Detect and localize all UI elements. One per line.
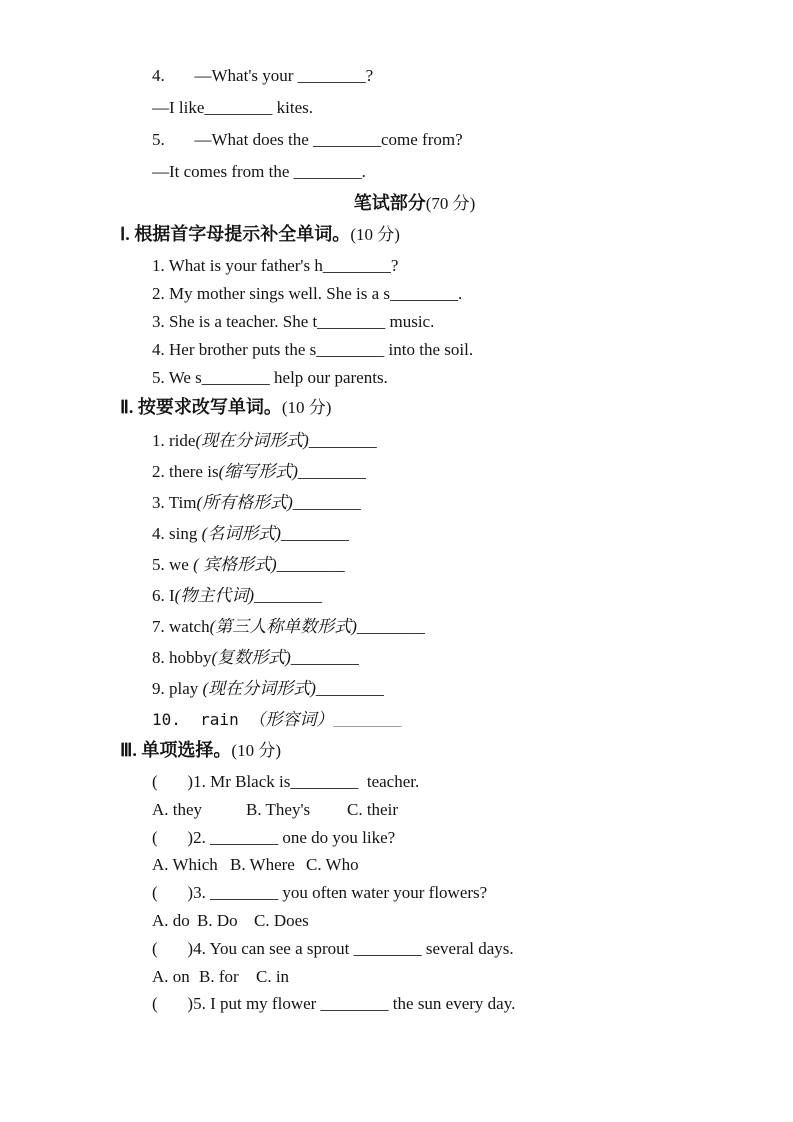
answer-blank: ________ (297, 462, 366, 481)
word-transform-item-2 (0, 456, 793, 487)
dialogue-line-q4: 4. —What's your ________? (152, 66, 374, 85)
choice-options-1 (0, 796, 793, 824)
answer-blank: ________ (308, 431, 377, 450)
section-3-title: 单项选择。 (141, 740, 232, 760)
word-transform-item-3 (0, 487, 793, 518)
item-instruction-cn: (第三人称单数形式) (209, 617, 357, 636)
item-instruction-cn: (现在分词形式) (195, 431, 309, 450)
item-instruction-cn: (所有格形式) (196, 493, 293, 512)
option-c: C. in (256, 966, 290, 986)
answer-blank: ________ (292, 493, 361, 512)
fill-blank-item-5: 5. We s________ help our parents. (152, 368, 388, 387)
section-1-score: (10 分) (350, 225, 400, 244)
section-2-numeral: Ⅱ. (120, 397, 138, 417)
word-transform-item-1 (0, 425, 793, 456)
option-b: B. for (199, 966, 239, 986)
option-b: B. Do (197, 910, 238, 930)
dialogue-line-a4: —I like________ kites. (152, 98, 314, 117)
word-transform-item-7 (0, 611, 793, 642)
section-2-title: 按要求改写单词。 (137, 397, 282, 417)
fill-blank-item-4: 4. Her brother puts the s________ into the soil. (152, 340, 474, 359)
section-1-title: 根据首字母提示补全单词。 (134, 224, 351, 244)
choice-stem-1: ( )1. Mr Black is________ teacher. (152, 772, 420, 791)
section-2-items (0, 425, 793, 735)
fill-blank-item-1: 1. What is your father's h________? (152, 256, 399, 275)
option-b: B. They's (246, 799, 311, 819)
section-1-items (0, 252, 793, 392)
word-transform-item-9 (0, 673, 793, 704)
option-a: A. on (152, 966, 190, 986)
option-a: A. do (152, 910, 190, 930)
answer-blank: ________ (315, 679, 384, 698)
item-word: 2. there is (152, 462, 219, 481)
item-word: 4. sing (152, 524, 202, 543)
item-word: 7. watch (152, 617, 210, 636)
option-c: C. Who (306, 855, 359, 875)
item-instruction-cn: （形容词） (248, 710, 334, 729)
choice-options-4 (0, 963, 793, 991)
word-transform-item-5 (0, 549, 793, 580)
answer-blank: ________ (276, 555, 345, 574)
written-test-title-score: (70 分) (425, 194, 476, 213)
item-instruction-cn: (缩写形式) (218, 462, 298, 481)
written-test-title-cn: 笔试部分 (353, 193, 426, 213)
written-test-title (0, 188, 793, 219)
section-3-questions (0, 768, 793, 1018)
section-3-score: (10 分) (231, 741, 281, 760)
item-word: 6. I (152, 586, 175, 605)
dialogue-fill-in-block (0, 60, 793, 188)
choice-stem-5: ( )5. I put my flower ________ the sun every day. (152, 994, 516, 1014)
dialogue-line-q5: 5. —What does the ________come from? (152, 130, 463, 149)
option-a: A. Which (152, 855, 218, 875)
item-instruction-cn: (复数形式) (211, 648, 291, 667)
choice-stem-4: ( )4. You can see a sprout ________ several days. (152, 938, 514, 958)
choice-options-3 (0, 907, 793, 935)
word-transform-item-4 (0, 518, 793, 549)
item-word: 8. hobby (152, 648, 212, 667)
answer-blank: ________ (290, 648, 359, 667)
choice-options-2 (0, 851, 793, 879)
answer-blank: ________ (333, 710, 402, 729)
item-instruction-cn: (名词形式) (201, 524, 281, 543)
word-transform-item-10 (0, 704, 793, 735)
choice-stem-2: ( )2. ________ one do you like? (152, 827, 396, 847)
answer-blank: ________ (356, 617, 425, 636)
item-word: 9. play (152, 679, 203, 698)
section-1-header (0, 219, 793, 250)
item-instruction-cn: (现在分词形式) (202, 679, 316, 698)
section-3-numeral: Ⅲ. (120, 740, 142, 760)
fill-blank-item-3: 3. She is a teacher. She t________ music. (152, 312, 435, 331)
option-a: A. they (152, 799, 203, 819)
item-word: 1. ride (152, 431, 196, 450)
option-c: C. their (347, 799, 398, 819)
option-b: B. Where (230, 855, 295, 875)
section-3-header (0, 735, 793, 766)
choice-stem-3: ( )3. ________ you often water your flowers? (152, 883, 488, 903)
item-word: 10. rain (152, 710, 249, 729)
word-transform-item-8 (0, 642, 793, 673)
answer-blank: ________ (254, 586, 322, 605)
fill-blank-item-2: 2. My mother sings well. She is a s________. (152, 284, 463, 303)
word-transform-item-6 (0, 580, 793, 611)
item-word: 3. Tim (152, 493, 197, 512)
section-2-score: (10 分) (281, 398, 332, 417)
option-c: C. Does (254, 910, 309, 930)
dialogue-line-a5: —It comes from the ________. (152, 162, 366, 181)
section-1-numeral: Ⅰ. (120, 224, 135, 244)
item-word: 5. we (152, 555, 194, 574)
item-instruction-cn: (物主代词) (174, 586, 254, 605)
answer-blank: ________ (280, 524, 349, 543)
item-instruction-cn: ( 宾格形式) (193, 555, 277, 574)
section-2-header (0, 392, 793, 423)
